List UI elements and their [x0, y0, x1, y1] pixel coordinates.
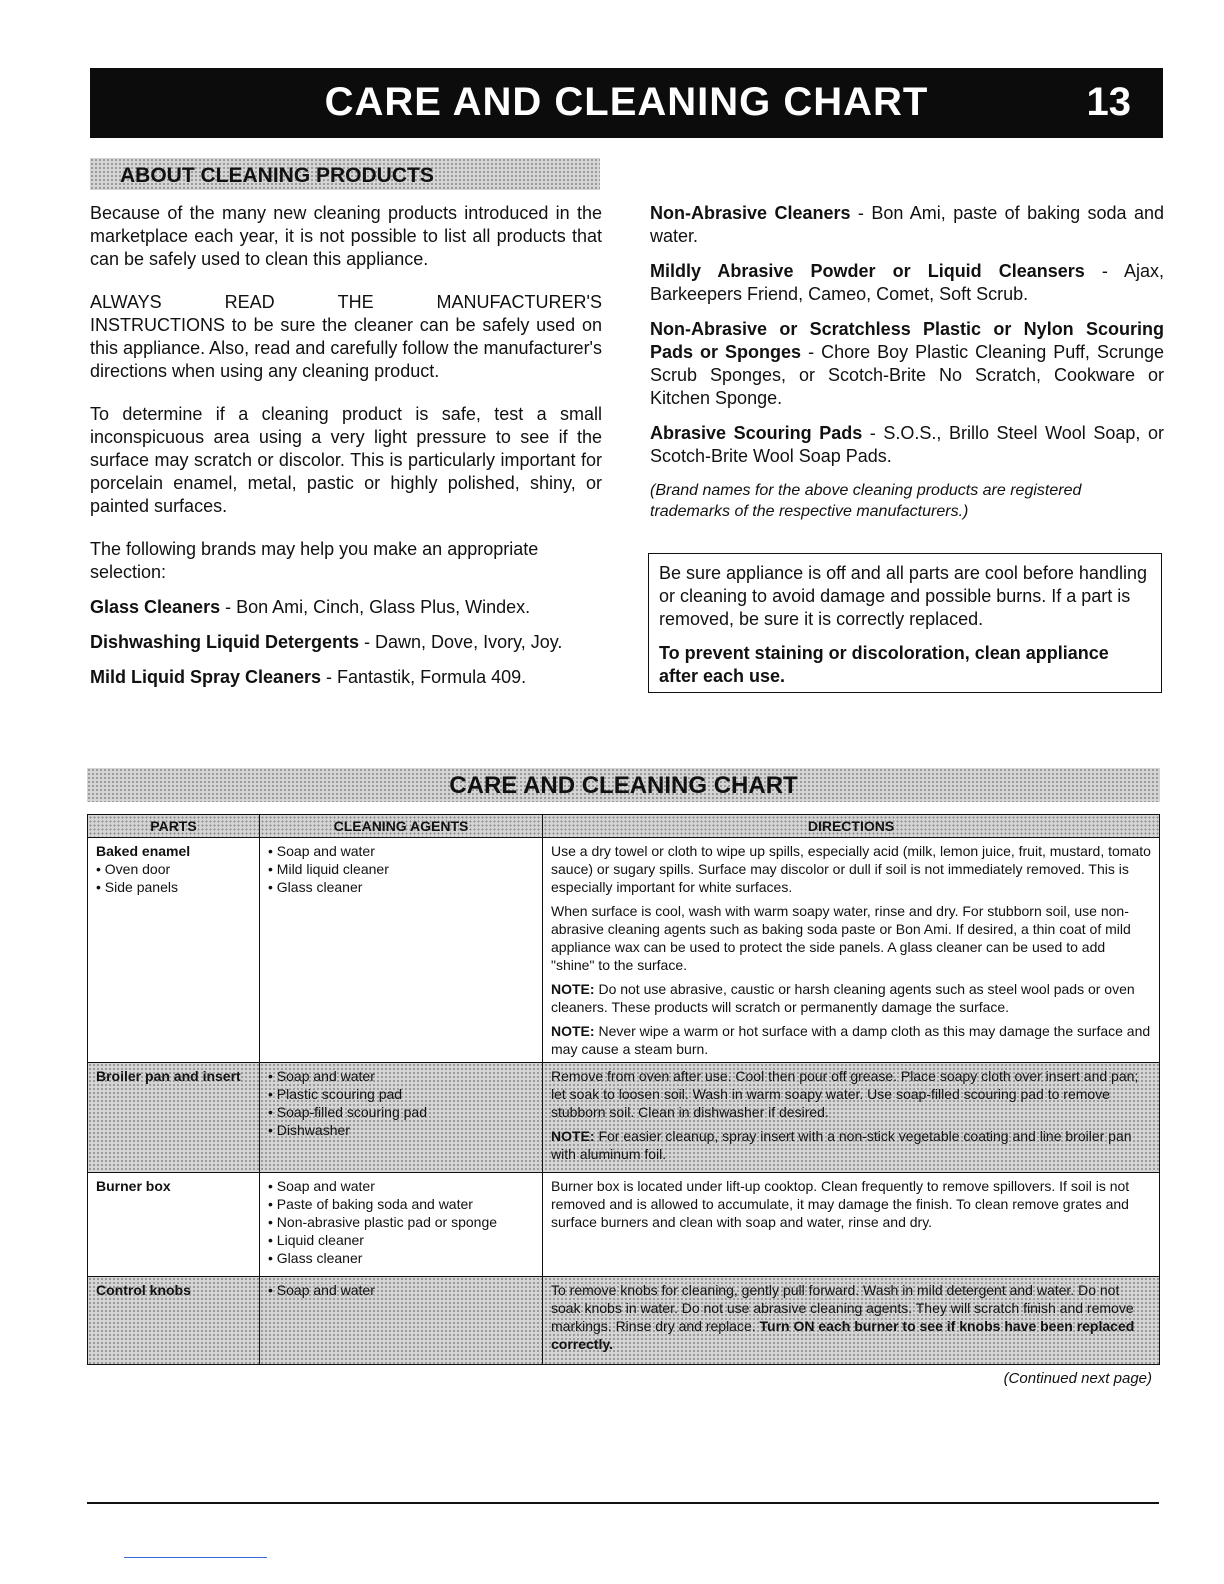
about-para-2-rest: INSTRUCTIONS to be sure the cleaner can be safely used on this appliance. Also, read and carefully follow the manufacturer's directions when using any cleaning product. [90, 315, 602, 381]
list-item: • Side panels [96, 878, 251, 896]
blue-underline-mark [124, 1557, 267, 1558]
part-cell [88, 1063, 260, 1173]
list-item: • Paste of baking soda and water [268, 1195, 534, 1213]
brand-scratchless-pads: Non-Abrasive or Scratchless Plastic or Nylon Scouring Pads or Sponges - Chore Boy Plastic Cleaning Puff, Scrunge Scrub Sponges, or Scotch-Brite No Scratch, Cookware or Kitchen Sponge. [650, 319, 1164, 408]
left-column [90, 202, 602, 701]
word-the: THE [337, 292, 374, 312]
about-heading: ABOUT CLEANING PRODUCTS [120, 164, 434, 187]
direction-paragraph: Use a dry towel or cloth to wipe up spills, especially acid (milk, lemon juice, fruit, mustard, tomato sauce) or sugary spills. Surface may discolor or dull if soil is not immediately removed. This is especially important for white surfaces. [551, 843, 1151, 895]
list-item: • Non-abrasive plastic pad or sponge [268, 1213, 534, 1231]
table-row [88, 1277, 1160, 1365]
list-item: • Soap and water [268, 1281, 534, 1299]
agent-list [268, 1281, 534, 1299]
about-para-1: Because of the many new cleaning products introduced in the marketplace each year, it is not possible to list all products that can be safely used to clean this appliance. [90, 203, 602, 269]
directions-cell [543, 1063, 1160, 1173]
directions-cell [543, 1173, 1160, 1277]
direction-paragraph: When surface is cool, wash with warm soapy water, rinse and dry. For stubborn soil, use non-abrasive cleaning agents such as baking soda paste or Bon Ami. If desired, a thin coat of mild appliance wax can be used to protect the side panels. A glass cleaner can be used to add "shine" to the surface. [551, 903, 1131, 973]
part-name: Burner box [96, 1178, 171, 1194]
page-number: 13 [1086, 80, 1131, 124]
about-para-4: The following brands may help you make an appropriate selection: [90, 539, 539, 582]
about-para-2-first-line [90, 291, 602, 314]
directions-cell [543, 1277, 1160, 1365]
page-header [90, 68, 1163, 138]
about-heading-band [90, 158, 600, 190]
direction-paragraph: Burner box is located under lift-up cooktop. Clean frequently to remove spillovers. If soil is not removed and is allowed to accumulate, it may damage the finish. To clean remove grates and surface burners and clean with soap and water, rinse and dry. [551, 1178, 1130, 1230]
trademark-note: (Brand names for the above cleaning products are registered trademarks of the respective manufacturers.) [650, 482, 1082, 520]
agent-list [268, 1067, 534, 1139]
column-header-cleaning-agents: CLEANING AGENTS [260, 815, 543, 838]
word-manufacturers: MANUFACTURER'S [436, 292, 602, 312]
list-item: • Soap and water [268, 1177, 534, 1195]
brand-mildly-abrasive-cleansers: Mildly Abrasive Powder or Liquid Cleansers - Ajax, Barkeepers Friend, Cameo, Comet, Soft Scrub. [650, 261, 1164, 304]
list-item: • Plastic scouring pad [268, 1085, 534, 1103]
table-header-row [88, 815, 1160, 838]
word-read: READ [224, 292, 275, 312]
list-item: • Soap and water [268, 842, 534, 860]
direction-note: NOTE: Never wipe a warm or hot surface with a damp cloth as this may damage the surface and may cause a steam burn. [551, 1023, 1151, 1057]
about-para-3: To determine if a cleaning product is safe, test a small inconspicuous area using a very light pressure to see if the surface may scratch or discolor. This is particularly important for porcelain enamel, metal, pastic or highly polished, shiny, or painted surfaces. [90, 404, 602, 516]
agents-cell [260, 838, 543, 1063]
list-item: • Oven door [96, 860, 251, 878]
part-cell [88, 838, 260, 1063]
part-cell [88, 1277, 260, 1365]
brand-glass-cleaners: Glass Cleaners - Bon Ami, Cinch, Glass Plus, Windex. [90, 597, 531, 617]
agent-list [268, 842, 534, 896]
about-para-2 [90, 291, 602, 383]
bottom-divider [87, 1502, 1159, 1504]
chart-banner [87, 768, 1160, 802]
part-name: Baked enamel [96, 843, 191, 859]
brand-dishwashing-detergents: Dishwashing Liquid Detergents - Dawn, Dove, Ivory, Joy. [90, 632, 563, 652]
column-header-parts: PARTS [88, 815, 260, 838]
direction-paragraph: To remove knobs for cleaning, gently pull forward. Wash in mild detergent and water. Do not soak knobs in water. Do not use abrasive cleaning agents. They will scratch finish and remove markings. Rinse dry and replace. Turn ON each burner to see if knobs have been replaced correctly. [551, 1282, 1135, 1352]
list-item: • Glass cleaner [268, 878, 534, 896]
continued-note: (Continued next page) [1003, 1370, 1152, 1387]
list-item: • Mild liquid cleaner [268, 860, 534, 878]
safety-warning-text: Be sure appliance is off and all parts are cool before handling or cleaning to avoid damage and possible burns. If a part is removed, be sure it is correctly replaced. [659, 563, 1147, 629]
table-row [88, 1063, 1160, 1173]
brand-mild-spray-cleaners: Mild Liquid Spray Cleaners - Fantastik, Formula 409. [90, 667, 527, 687]
agents-cell [260, 1277, 543, 1365]
agent-list [268, 1177, 534, 1267]
brand-abrasive-pads: Abrasive Scouring Pads - S.O.S., Brillo Steel Wool Soap, or Scotch-Brite Wool Soap Pads. [650, 423, 1164, 466]
direction-note: NOTE: Do not use abrasive, caustic or harsh cleaning agents such as steel wool pads or oven cleaners. These products will scratch or permanently damage the surface. [551, 981, 1135, 1015]
safety-warning-bold: To prevent staining or discoloration, clean appliance after each use. [659, 643, 1109, 686]
table-row [88, 1173, 1160, 1277]
list-item: • Glass cleaner [268, 1249, 534, 1267]
list-item: • Dishwasher [268, 1121, 534, 1139]
column-header-directions: DIRECTIONS [543, 815, 1160, 838]
part-cell [88, 1173, 260, 1277]
care-cleaning-table [87, 814, 1160, 1365]
part-name: Control knobs [96, 1282, 191, 1298]
directions-cell [543, 838, 1160, 1063]
list-item: • Soap-filled scouring pad [268, 1103, 534, 1121]
direction-paragraph: Remove from oven after use. Cool then pour off grease. Place soapy cloth over insert and pan; let soak to loosen soil. Wash in warm soapy water. Use soap-filled scouring pad to remove stubborn soil. Clean in dishwasher if desired. [551, 1068, 1139, 1120]
brand-non-abrasive-cleaners: Non-Abrasive Cleaners - Bon Ami, paste of baking soda and water. [650, 203, 1165, 246]
part-name: Broiler pan and insert [96, 1068, 241, 1084]
agents-cell [260, 1173, 543, 1277]
subpart-list [96, 860, 251, 896]
list-item: • Soap and water [268, 1067, 534, 1085]
direction-note: NOTE: For easier cleanup, spray insert with a non-stick vegetable coating and line broiler pan with aluminum foil. [551, 1128, 1132, 1162]
table-row [88, 838, 1160, 1063]
chart-banner-title: CARE AND CLEANING CHART [449, 772, 798, 799]
page-title: CARE AND CLEANING CHART [324, 80, 929, 124]
word-always: ALWAYS [90, 292, 162, 312]
right-column [650, 202, 1164, 542]
agents-cell [260, 1063, 543, 1173]
list-item: • Liquid cleaner [268, 1231, 534, 1249]
safety-warning-box [648, 553, 1162, 693]
